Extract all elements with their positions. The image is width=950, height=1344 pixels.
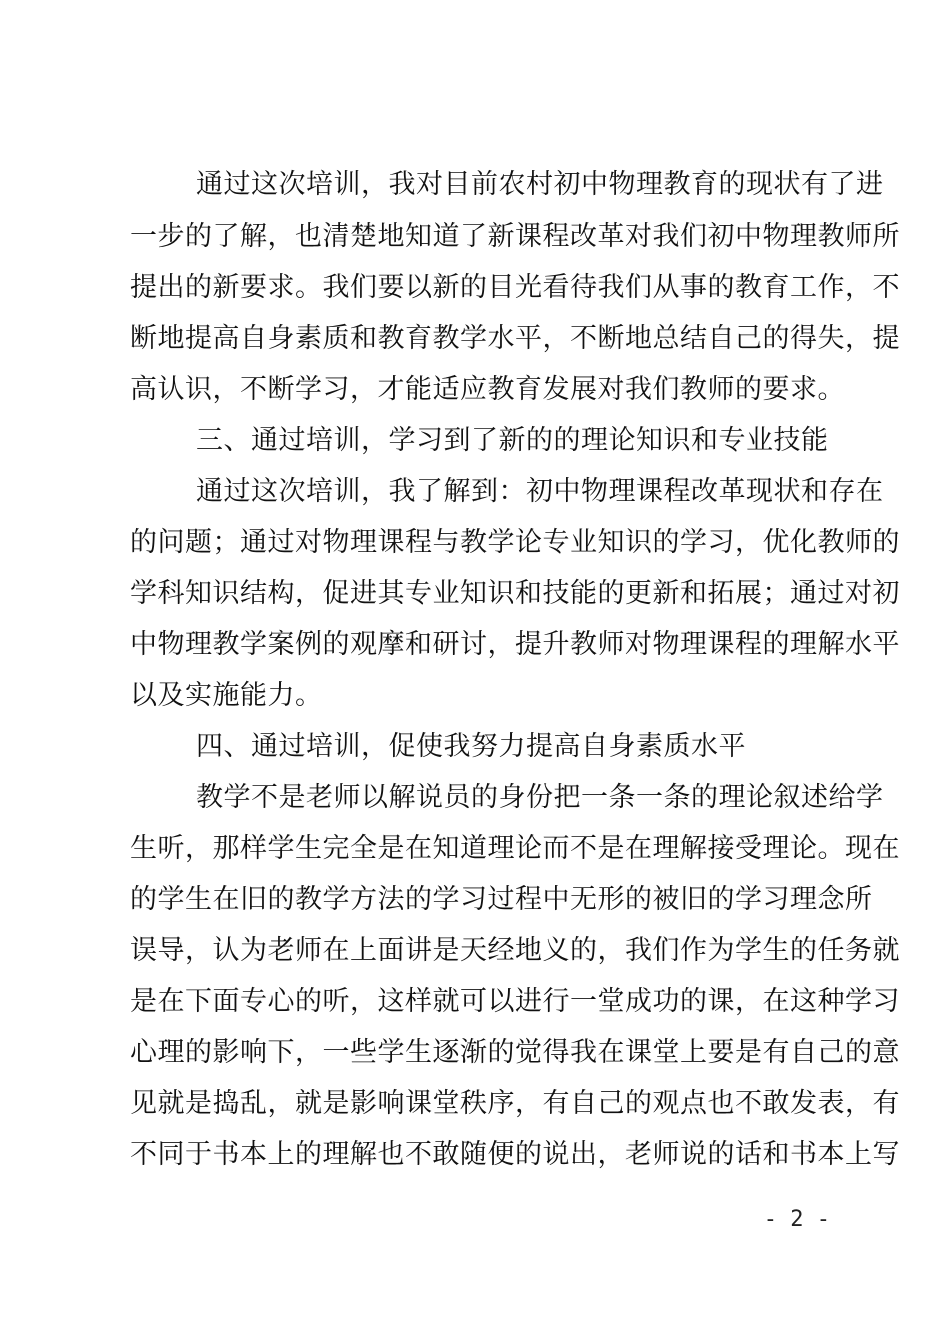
- paragraph-line: 高认识，不断学习，才能适应教育发展对我们教师的要求。: [130, 374, 845, 405]
- paragraph-line: 学科知识结构，促进其专业知识和技能的更新和拓展；通过对初: [130, 578, 900, 609]
- paragraph-line: 是在下面专心的听，这样就可以进行一堂成功的课，在这种学习: [130, 986, 900, 1017]
- paragraph-line: 生听，那样学生完全是在知道理论而不是在理解接受理论。现在: [130, 833, 900, 864]
- page-number: - 2 -: [763, 1207, 830, 1232]
- paragraph-line: 误导，认为老师在上面讲是天经地义的，我们作为学生的任务就: [130, 935, 900, 966]
- paragraph-line: 通过这次培训，我对目前农村初中物理教育的现状有了进: [196, 169, 884, 200]
- section-heading: 三、通过培训，学习到了新的的理论知识和专业技能: [196, 425, 829, 456]
- paragraph-line: 一步的了解，也清楚地知道了新课程改革对我们初中物理教师所: [130, 221, 900, 252]
- paragraph-line: 心理的影响下，一些学生逐渐的觉得我在课堂上要是有自己的意: [130, 1037, 900, 1068]
- paragraph-line: 以及实施能力。: [130, 680, 323, 711]
- section-heading: 四、通过培训，促使我努力提高自身素质水平: [196, 731, 746, 762]
- paragraph-line: 见就是捣乱，就是影响课堂秩序，有自己的观点也不敢发表，有: [130, 1088, 900, 1119]
- paragraph-line: 的学生在旧的教学方法的学习过程中无形的被旧的学习理念所: [130, 884, 873, 915]
- paragraph-line: 断地提高自身素质和教育教学水平，不断地总结自己的得失，提: [130, 323, 900, 354]
- paragraph-line: 不同于书本上的理解也不敢随便的说出，老师说的话和书本上写: [130, 1139, 900, 1170]
- paragraph-line: 中物理教学案例的观摩和研讨，提升教师对物理课程的理解水平: [130, 629, 900, 660]
- paragraph-line: 的问题；通过对物理课程与教学论专业知识的学习，优化教师的: [130, 527, 900, 558]
- paragraph-line: 提出的新要求。我们要以新的目光看待我们从事的教育工作，不: [130, 272, 900, 303]
- paragraph-line: 教学不是老师以解说员的身份把一条一条的理论叙述给学: [196, 782, 884, 813]
- paragraph-line: 通过这次培训，我了解到：初中物理课程改革现状和存在: [196, 476, 884, 507]
